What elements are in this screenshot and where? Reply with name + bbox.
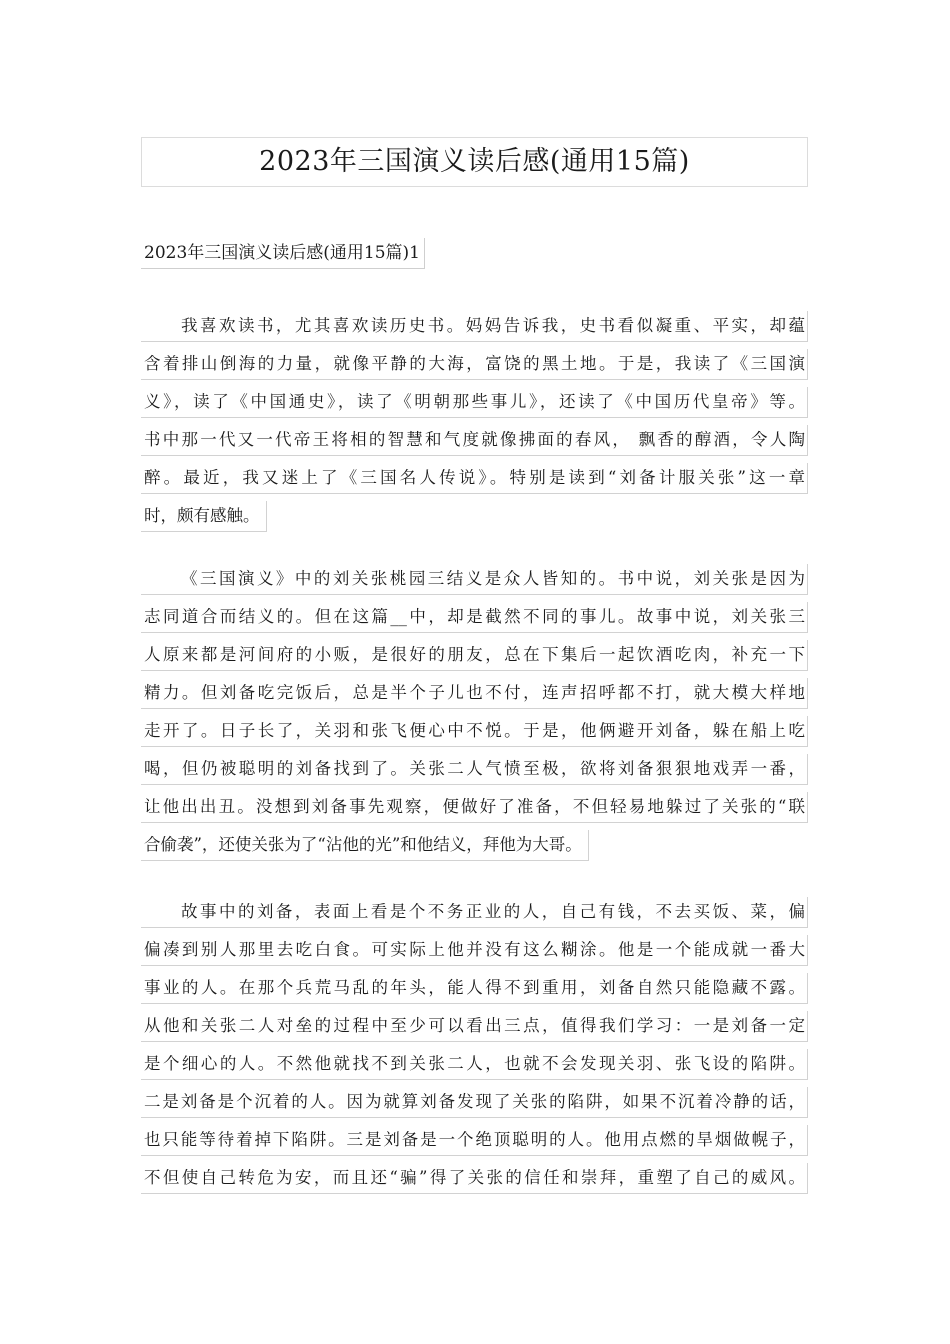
paragraph-line: 故事中的刘备，表面上看是个不务正业的人，自己有钱，不去买饭、菜，偏 — [141, 897, 808, 928]
document-title: 2023年三国演义读后感(通用15篇) — [141, 137, 808, 187]
paragraph-line: 《三国演义》中的刘关张桃园三结义是众人皆知的。书中说，刘关张是因为 — [141, 564, 808, 595]
paragraph-line: 走开了。日子长了，关羽和张飞便心中不悦。于是，他俩避开刘备，躲在船上吃 — [141, 716, 808, 747]
paragraph-line: 含着排山倒海的力量，就像平静的大海，富饶的黑土地。于是，我读了《三国演 — [141, 349, 808, 380]
paragraph-line: 让他出出丑。没想到刘备事先观察，便做好了准备，不但轻易地躲过了关张的“联 — [141, 792, 808, 823]
paragraph-line: 精力。但刘备吃完饭后，总是半个子儿也不付，连声招呼都不打，就大模大样地 — [141, 678, 808, 709]
paragraph-2 — [141, 564, 808, 872]
paragraph-line: 我喜欢读书，尤其喜欢读历史书。妈妈告诉我，史书看似凝重、平实，却蕴 — [141, 311, 808, 342]
paragraph-line: 人原来都是河间府的小贩，是很好的朋友，总在下集后一起饮酒吃肉，补充一下 — [141, 640, 808, 671]
paragraph-line: 醉。最近，我又迷上了《三国名人传说》。特别是读到“刘备计服关张”这一章 — [141, 463, 808, 494]
paragraph-line: 不但使自己转危为安，而且还“骗”得了关张的信任和崇拜，重塑了自己的威风。 — [141, 1163, 808, 1194]
section-heading: 2023年三国演义读后感(通用15篇)1 — [141, 238, 425, 269]
paragraph-line: 义》，读了《中国通史》，读了《明朝那些事儿》，还读了《中国历代皇帝》等。 — [141, 387, 808, 418]
paragraph-line: 也只能等待着掉下陷阱。三是刘备是一个绝顶聪明的人。他用点燃的旱烟做幌子， — [141, 1125, 808, 1156]
paragraph-line: 事业的人。在那个兵荒马乱的年头，能人得不到重用，刘备自然只能隐藏不露。 — [141, 973, 808, 1004]
paragraph-3 — [141, 897, 808, 1201]
paragraph-line: 是个细心的人。不然他就找不到关张二人，也就不会发现关羽、张飞设的陷阱。 — [141, 1049, 808, 1080]
paragraph-line: 书中那一代又一代帝王将相的智慧和气度就像拂面的春风， 飘香的醇酒，令人陶 — [141, 425, 808, 456]
paragraph-line: 二是刘备是个沉着的人。因为就算刘备发现了关张的陷阱，如果不沉着冷静的话， — [141, 1087, 808, 1118]
paragraph-1 — [141, 311, 808, 543]
paragraph-line: 喝，但仍被聪明的刘备找到了。关张二人气愤至极，欲将刘备狠狠地戏弄一番， — [141, 754, 808, 785]
paragraph-line: 从他和关张二人对垒的过程中至少可以看出三点，值得我们学习：一是刘备一定 — [141, 1011, 808, 1042]
paragraph-line: 偏凑到别人那里去吃白食。可实际上他并没有这么糊涂。他是一个能成就一番大 — [141, 935, 808, 966]
paragraph-line: 合偷袭”，还使关张为了“沾他的光”和他结义，拜他为大哥。 — [141, 830, 589, 861]
paragraph-line: 时，颇有感触。 — [141, 501, 267, 532]
paragraph-line: 志同道合而结义的。但在这篇__中，却是截然不同的事儿。故事中说，刘关张三 — [141, 602, 808, 633]
